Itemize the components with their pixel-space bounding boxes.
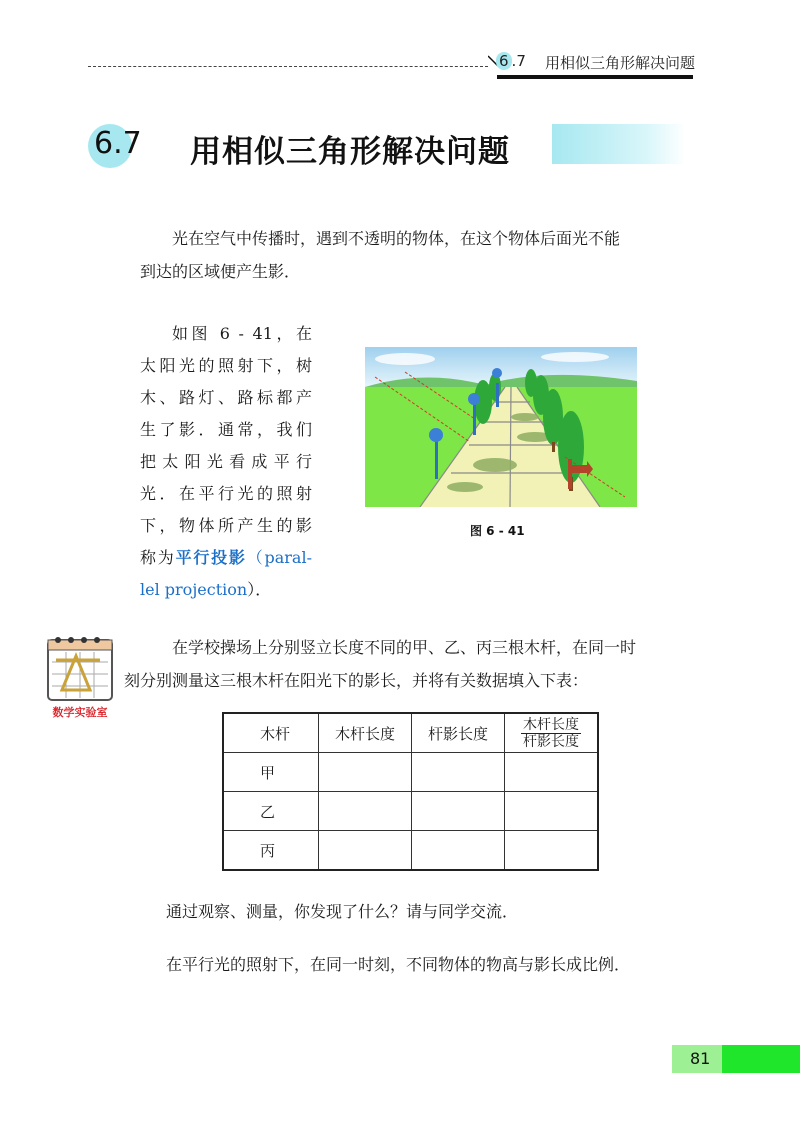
side-line-2: 太阳光的照射下，树 <box>140 356 312 375</box>
table-cell[interactable] <box>412 792 505 831</box>
side-line-6: 光．在平行光的照射 <box>140 484 312 503</box>
side-line-1: 如图 6 - 41，在 <box>172 324 312 343</box>
discussion-question: 通过观察、测量，你发现了什么？请与同学交流． <box>166 902 519 921</box>
header-section-number: 6 .7 <box>496 52 526 70</box>
page-number: 81 <box>690 1049 711 1068</box>
table-header-pole: 木杆 <box>223 713 319 753</box>
section-title-gradient-band <box>552 124 686 164</box>
table-header-pole-length: 木杆长度 <box>319 713 412 753</box>
lab-line-1: 在学校操场上分别竖立长度不同的甲、乙、丙三根木杆，在同一时 <box>172 638 637 657</box>
intro-line-1: 光在空气中传播时，遇到不透明的物体，在这个物体后面光不能 <box>172 229 621 248</box>
intro-line-2: 到达的区域便产生影． <box>140 262 301 281</box>
table-row <box>223 831 598 871</box>
table-row-label: 丙 <box>223 831 319 871</box>
table-cell[interactable] <box>505 792 599 831</box>
side-line-5: 把太阳光看成平行 <box>140 452 312 471</box>
lab-line-2: 刻分别测量这三根木杆在阳光下的影长，并将有关数据填入下表： <box>124 671 589 690</box>
section-number: 6.7 <box>94 126 142 161</box>
table-cell[interactable] <box>505 753 599 792</box>
side-line-3: 木、路灯、路标都产 <box>140 388 312 407</box>
conclusion-statement: 在平行光的照射下，在同一时刻，不同物体的物高与影长成比例． <box>166 955 631 974</box>
page-number-bar <box>722 1045 800 1073</box>
intro-paragraph <box>140 222 700 288</box>
section-title: 用相似三角形解决问题 <box>190 134 510 170</box>
table-row-label: 乙 <box>223 792 319 831</box>
table-header-row <box>223 713 598 753</box>
figure-6-41-illustration <box>365 347 637 507</box>
table-row-label: 甲 <box>223 753 319 792</box>
lab-paragraph <box>124 631 700 697</box>
table-cell[interactable] <box>319 792 412 831</box>
side-line-4: 生了影．通常，我们 <box>140 420 312 439</box>
table-cell[interactable] <box>319 753 412 792</box>
figure-caption: 图 6 - 41 <box>470 524 525 538</box>
measurement-table <box>222 712 599 871</box>
header-title: 用相似三角形解决问题 <box>545 54 696 72</box>
header-divider <box>88 66 488 67</box>
parallel-projection-paragraph <box>140 318 312 606</box>
side-line-8: 称为平行投影（paral- <box>140 548 312 567</box>
math-lab-icon <box>42 632 118 722</box>
table-cell[interactable] <box>319 831 412 871</box>
term-parallel-projection: 平行投影 <box>175 548 247 567</box>
table-row <box>223 792 598 831</box>
side-line-9: lel projection）． <box>140 580 272 599</box>
table-cell[interactable] <box>505 831 599 871</box>
table-header-shadow-length: 杆影长度 <box>412 713 505 753</box>
table-cell[interactable] <box>412 831 505 871</box>
header-underline <box>497 75 693 79</box>
side-line-7: 下，物体所产生的影 <box>140 516 312 535</box>
table-row <box>223 753 598 792</box>
table-cell[interactable] <box>412 753 505 792</box>
math-lab-badge-text: 数学实验室 <box>52 706 108 719</box>
table-header-ratio: $\frac{\text{木杆长度}}{\text{杆影长度}}$ <box>505 713 599 753</box>
